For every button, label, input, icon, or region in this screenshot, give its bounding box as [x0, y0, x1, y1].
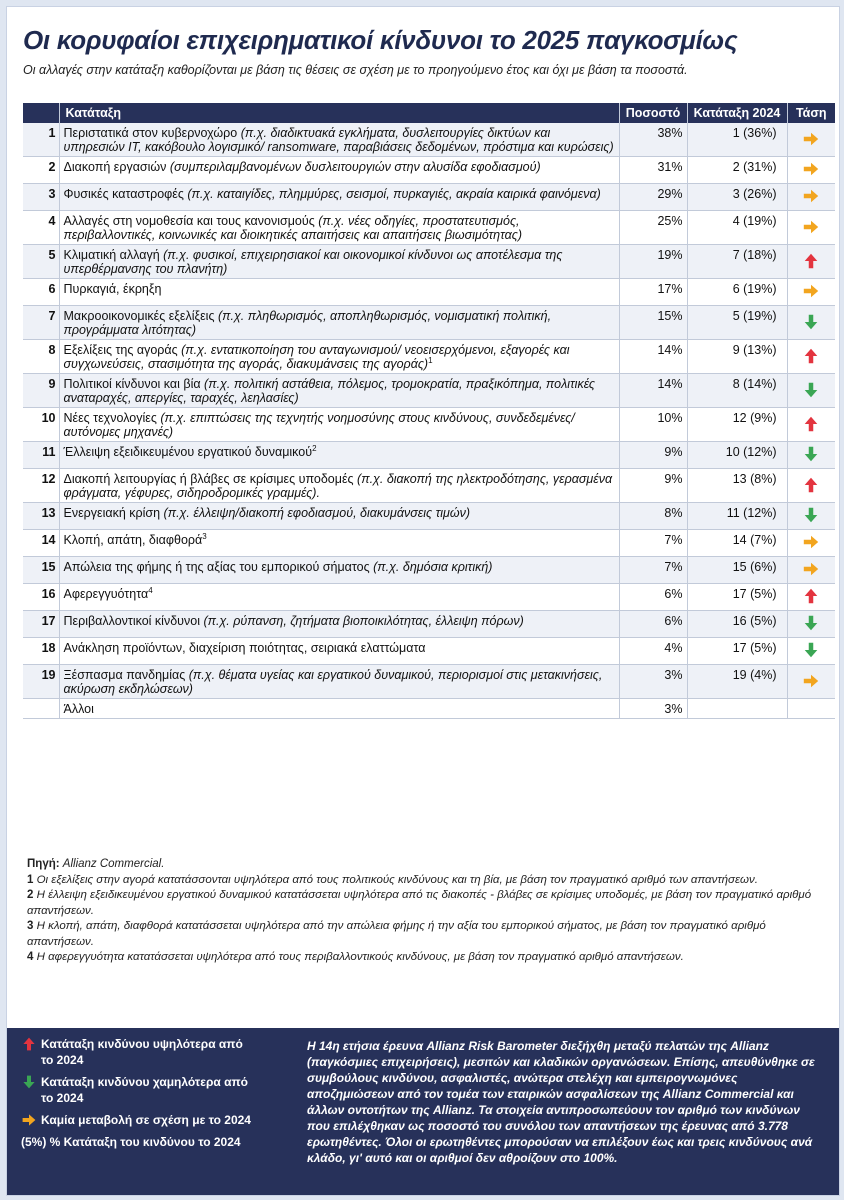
header-rank-2024: Κατάταξη 2024 [687, 103, 787, 123]
risk-name-cell [59, 157, 619, 184]
percent-cell: 14% [619, 340, 687, 374]
footer-panel [7, 1028, 839, 1195]
header-rank: Κατάταξη [59, 103, 619, 123]
arrow-up-icon [802, 252, 820, 270]
risk-name-cell [59, 374, 619, 408]
table-header [23, 103, 835, 123]
risk-name: Ενεργειακή κρίση [63, 506, 161, 520]
rank-2024-cell: 7 (18%) [687, 245, 787, 279]
table-row [23, 469, 835, 503]
arrow-up-icon [802, 415, 820, 433]
percent-cell: 29% [619, 184, 687, 211]
row-number: 12 [23, 469, 59, 503]
rank-2024-cell: 11 (12%) [687, 503, 787, 530]
arrow-down-icon [21, 1074, 37, 1090]
trend-cell [787, 374, 835, 408]
trend-cell [787, 530, 835, 557]
rank-2024-cell: 10 (12%) [687, 442, 787, 469]
legend-up-label: Κατάταξη κινδύνου υψηλότερα από το 2024 [41, 1037, 243, 1067]
rank-2024-cell: 5 (19%) [687, 306, 787, 340]
risk-detail: (π.χ. διακοπή της ηλεκτροδότησης, γερασμένα φράγματα, γέφυρες, σιδηροδρομικές γραμμές). [63, 472, 613, 500]
arrow-right-icon [802, 130, 820, 148]
risk-name: Έλλειψη εξειδικευμένου εργατικού δυναμικού [63, 445, 313, 459]
percent-cell: 15% [619, 306, 687, 340]
risk-name-cell [59, 442, 619, 469]
footnote-text: Η κλοπή, απάτη, διαφθορά κατατάσσεται υψηλότερα από την απώλεια φήμης ή την αξία του εμπορικού σήματος, με βάση τον πραγματικό αριθμό απαντήσεων. [27, 920, 766, 948]
arrow-right-icon [802, 218, 820, 236]
footnote-num: 3 [27, 920, 34, 932]
arrow-right-icon [802, 672, 820, 690]
rank-2024-cell: 12 (9%) [687, 408, 787, 442]
table-row [23, 123, 835, 157]
rank-2024-cell: 17 (5%) [687, 584, 787, 611]
risk-name: Νέες τεχνολογίες [63, 411, 157, 425]
table-row [23, 374, 835, 408]
row-number: 5 [23, 245, 59, 279]
trend-cell [787, 408, 835, 442]
rank-2024-cell: 17 (5%) [687, 638, 787, 665]
legend-pct-label: (5%) % Κατάταξη του κινδύνου το 2024 [21, 1135, 241, 1149]
table-row [23, 503, 835, 530]
trend-cell [787, 699, 835, 719]
risk-detail: (π.χ. πολιτική αστάθεια, πόλεμος, τρομοκρατία, πραξικόπημα, πολιτικές αναταραχές, απεργίες, ταραχές, λεηλασίες) [63, 377, 595, 405]
risk-detail: (π.χ. εντατικοποίηση του ανταγωνισμού/ νεοεισερχόμενοι, εξαγορές και συγχωνεύσεις, στασιμότητα της αγοράς, διακυμάνσεις της αγοράς) [63, 343, 570, 371]
row-number: 19 [23, 665, 59, 699]
source-text: Allianz Commercial. [59, 858, 165, 870]
risk-name-cell [59, 611, 619, 638]
arrow-down-icon [802, 381, 820, 399]
arrow-right-icon [802, 560, 820, 578]
table-row [23, 638, 835, 665]
legend [21, 1036, 291, 1156]
risk-name: Ανάκληση προϊόντων, διαχείριση ποιότητας, σειριακά ελαττώματα [63, 641, 426, 655]
risk-name-cell [59, 557, 619, 584]
footnote-text: Οι εξελίξεις στην αγορά κατατάσσονται υψηλότερα από τους πολιτικούς κινδύνους και τη βία, με βάση τον πραγματικό αριθμό των απαντήσεων. [33, 873, 758, 886]
risk-detail: (π.χ. δημόσια κριτική) [369, 560, 493, 574]
percent-cell: 4% [619, 638, 687, 665]
footnote-ref: 2 [312, 443, 317, 453]
table-row [23, 665, 835, 699]
row-number: 7 [23, 306, 59, 340]
table-row [23, 442, 835, 469]
rank-2024-cell: 2 (31%) [687, 157, 787, 184]
percent-cell: 7% [619, 557, 687, 584]
footnote-num: 1 [27, 873, 34, 886]
arrow-down-icon [802, 614, 820, 632]
percent-cell: 6% [619, 611, 687, 638]
page-title: Οι κορυφαίοι επιχειρηματικοί κίνδυνοι το 2025 παγκοσμίως [23, 25, 738, 55]
risk-detail: (π.χ. επιπτώσεις της τεχνητής νοημοσύνης στους κινδύνους, συνδεδεμένες/αυτόνομες μηχανές) [63, 411, 575, 439]
row-number: 2 [23, 157, 59, 184]
row-number [23, 699, 59, 719]
trend-cell [787, 557, 835, 584]
risk-name: Μακροοικονομικές εξελίξεις [63, 309, 215, 323]
footnote-text: Η αφερεγγυότητα κατατάσσεται υψηλότερα από τους περιβαλλοντικούς κινδύνους, με βάση τον πραγματικό αριθμό απαντήσεων. [33, 951, 684, 963]
row-number: 18 [23, 638, 59, 665]
percent-cell: 14% [619, 374, 687, 408]
table-row [23, 699, 835, 719]
infographic-page [6, 6, 840, 1196]
risk-name: Περιβαλλοντικοί κίνδυνοι [63, 614, 200, 628]
row-number: 15 [23, 557, 59, 584]
percent-cell: 6% [619, 584, 687, 611]
risk-detail: (π.χ. φυσικοί, επιχειρησιακοί και οικονομικοί κίνδυνοι ως αποτέλεσμα της υπερθέρμανσης του πλανήτη) [63, 248, 563, 276]
trend-cell [787, 157, 835, 184]
footnotes [27, 857, 827, 966]
row-number: 16 [23, 584, 59, 611]
risk-name-cell [59, 184, 619, 211]
arrow-down-icon [802, 313, 820, 331]
arrow-up-icon [21, 1036, 37, 1052]
risk-name: Πολιτικοί κίνδυνοι και βία [63, 377, 201, 391]
risk-name: Εξελίξεις της αγοράς [63, 343, 178, 357]
footnote-text: Η έλλειψη εξειδικευμένου εργατικού δυναμικού κατατάσσεται υψηλότερα από τις διακοπές - βλάβες σε κρίσιμες υποδομές, με βάση τον πραγματικό αριθμό απαντήσεων. [27, 889, 812, 917]
rank-2024-cell: 14 (7%) [687, 530, 787, 557]
rank-2024-cell: 4 (19%) [687, 211, 787, 245]
row-number: 11 [23, 442, 59, 469]
rank-2024-cell: 13 (8%) [687, 469, 787, 503]
risk-name: Κλοπή, απάτη, διαφθορά [63, 533, 203, 547]
percent-cell: 9% [619, 442, 687, 469]
arrow-up-icon [802, 476, 820, 494]
risk-detail: (π.χ. θέματα υγείας και εργατικού δυναμικού, περιορισμοί στις μετακινήσεις, ακύρωση εκδηλώσεων) [63, 668, 603, 696]
percent-cell: 7% [619, 530, 687, 557]
risk-name-cell [59, 638, 619, 665]
percent-cell: 3% [619, 699, 687, 719]
table-row [23, 306, 835, 340]
footnote-num: 4 [27, 951, 34, 963]
arrow-right-icon [21, 1112, 37, 1128]
table-row [23, 530, 835, 557]
risk-name-cell [59, 469, 619, 503]
risk-detail: (συμπεριλαμβανομένων δυσλειτουργιών στην αλυσίδα εφοδιασμού) [166, 160, 541, 174]
risk-name: Αλλαγές στη νομοθεσία και τους κανονισμούς [63, 214, 315, 228]
risk-name: Διακοπή εργασιών [63, 160, 167, 174]
trend-cell [787, 123, 835, 157]
arrow-right-icon [802, 282, 820, 300]
header-num [23, 103, 59, 123]
risk-name-cell [59, 503, 619, 530]
risk-name-cell [59, 665, 619, 699]
percent-cell: 3% [619, 665, 687, 699]
percent-cell: 31% [619, 157, 687, 184]
arrow-up-icon [802, 587, 820, 605]
legend-item-same [21, 1112, 291, 1128]
row-number: 6 [23, 279, 59, 306]
legend-same-label: Καμία μεταβολή σε σχέση με το 2024 [41, 1113, 251, 1127]
risk-name-cell [59, 584, 619, 611]
page-subtitle: Οι αλλαγές στην κατάταξη καθορίζονται με βάση τις θέσεις σε σχέση με το προηγούμενο έτος και όχι με βάση τα ποσοστά. [23, 63, 688, 77]
footnote-ref: 1 [428, 355, 433, 365]
header-percent: Ποσοστό [619, 103, 687, 123]
arrow-up-icon [802, 347, 820, 365]
risk-name-cell [59, 211, 619, 245]
header-trend: Τάση [787, 103, 835, 123]
row-number: 9 [23, 374, 59, 408]
survey-description: Η 14η ετήσια έρευνα Allianz Risk Barometer διεξήχθη μεταξύ πελατών της Allianz (παγκόσμιες επιχειρήσεις), μεσιτών και κλαδικών οργανώσεων. Επίσης, απευθύνθηκε σε συμβούλους κινδύνου, ασφαλιστές, ανώτερα στελέχη και εμπειρογνωμόνες αποζημιώσεων από τον τομέα των εταιρικών ασφαλίσεων της Allianz Commercial και άλλων οντοτήτων της Allianz. Τα στοιχεία αντιπροσωπεύουν τον αριθμό των κινδύνων που επιλέχθηκαν ως ποσοστό του συνόλου των απαντήσεων της έρευνας από 3.778 ερωτηθέντες. Όλοι οι ερωτηθέντες μπορούσαν να επιλέξουν έως και τρεις κινδύνους ανά κλάδο, γι' αυτό και οι αριθμοί δεν αθροίζουν στο 100%. [307, 1039, 815, 1165]
rank-2024-cell: 8 (14%) [687, 374, 787, 408]
risk-detail: (π.χ. νέες οδηγίες, προστατευτισμός, περιβαλλοντικές, κοινωνικές και διοικητικές απαιτήσεις και απαιτήσεις βιωσιμότητας) [63, 214, 522, 242]
risk-name: Κλιματική αλλαγή [63, 248, 160, 262]
table-row [23, 157, 835, 184]
trend-cell [787, 584, 835, 611]
footnote-num: 2 [27, 889, 34, 901]
source-label: Πηγή: [27, 858, 60, 870]
risk-detail: (π.χ. έλλειψη/διακοπή εφοδιασμού, διακυμάνσεις τιμών) [160, 506, 471, 520]
row-number: 17 [23, 611, 59, 638]
rank-2024-cell [687, 699, 787, 719]
percent-cell: 19% [619, 245, 687, 279]
risk-name: Περιστατικά στον κυβερνοχώρο [63, 126, 238, 140]
trend-cell [787, 306, 835, 340]
risk-name-cell [59, 279, 619, 306]
footnote-ref: 3 [202, 531, 207, 541]
trend-cell [787, 340, 835, 374]
legend-item-pct [21, 1134, 291, 1150]
percent-cell: 8% [619, 503, 687, 530]
trend-cell [787, 469, 835, 503]
arrow-right-icon [802, 533, 820, 551]
footnote-ref: 4 [148, 585, 153, 595]
risk-detail: (π.χ. πληθωρισμός, αποπληθωρισμός, νομισματική πολιτική, προγράμματα λιτότητας) [63, 309, 552, 337]
rank-2024-cell: 3 (26%) [687, 184, 787, 211]
table-row [23, 584, 835, 611]
risk-name: Φυσικές καταστροφές [63, 187, 184, 201]
row-number: 14 [23, 530, 59, 557]
trend-cell [787, 245, 835, 279]
risk-name-cell [59, 530, 619, 557]
trend-cell [787, 665, 835, 699]
trend-cell [787, 211, 835, 245]
row-number: 8 [23, 340, 59, 374]
arrow-right-icon [802, 187, 820, 205]
risk-name: Απώλεια της φήμης ή της αξίας του εμπορικού σήματος [63, 560, 370, 574]
table-row [23, 408, 835, 442]
arrow-right-icon [802, 160, 820, 178]
percent-cell: 25% [619, 211, 687, 245]
table-row [23, 557, 835, 584]
table-row [23, 245, 835, 279]
table-row [23, 340, 835, 374]
trend-cell [787, 611, 835, 638]
trend-cell [787, 638, 835, 665]
row-number: 3 [23, 184, 59, 211]
legend-item-up [21, 1036, 291, 1068]
trend-cell [787, 442, 835, 469]
legend-down-label: Κατάταξη κινδύνου χαμηλότερα από το 2024 [41, 1075, 248, 1105]
risk-name-cell [59, 699, 619, 719]
risk-name-cell [59, 123, 619, 157]
risk-name: Διακοπή λειτουργίας ή βλάβες σε κρίσιμες υποδομές [63, 472, 354, 486]
risk-name: Ξέσπασμα πανδημίας [63, 668, 186, 682]
risk-name-cell [59, 340, 619, 374]
table-row [23, 211, 835, 245]
table-row [23, 611, 835, 638]
risk-name-cell [59, 408, 619, 442]
percent-cell: 17% [619, 279, 687, 306]
percent-cell: 9% [619, 469, 687, 503]
risk-name: Άλλοι [63, 702, 94, 716]
risk-detail: (π.χ. διαδικτυακά εγκλήματα, δυσλειτουργίες δικτύων και υπηρεσιών IT, κακόβουλο λογισμικό/ ransomware, παραβιάσεις δεδομένων, πρόστιμα και κυρώσεις) [63, 126, 614, 154]
rank-2024-cell: 1 (36%) [687, 123, 787, 157]
risk-name-cell [59, 306, 619, 340]
risk-table [23, 103, 835, 719]
trend-cell [787, 279, 835, 306]
risk-detail: (π.χ. ρύπανση, ζητήματα βιοποικιλότητας, έλλειψη πόρων) [199, 614, 524, 628]
arrow-down-icon [802, 506, 820, 524]
table-row [23, 184, 835, 211]
rank-2024-cell: 6 (19%) [687, 279, 787, 306]
risk-name: Αφερεγγυότητα [63, 587, 149, 601]
rank-2024-cell: 9 (13%) [687, 340, 787, 374]
rank-2024-cell: 15 (6%) [687, 557, 787, 584]
table-row [23, 279, 835, 306]
percent-cell: 10% [619, 408, 687, 442]
legend-item-down [21, 1074, 291, 1106]
risk-name-cell [59, 245, 619, 279]
arrow-down-icon [802, 641, 820, 659]
rank-2024-cell: 19 (4%) [687, 665, 787, 699]
trend-cell [787, 503, 835, 530]
row-number: 10 [23, 408, 59, 442]
arrow-down-icon [802, 445, 820, 463]
row-number: 1 [23, 123, 59, 157]
risk-name: Πυρκαγιά, έκρηξη [63, 282, 162, 296]
percent-cell: 38% [619, 123, 687, 157]
row-number: 13 [23, 503, 59, 530]
rank-2024-cell: 16 (5%) [687, 611, 787, 638]
row-number: 4 [23, 211, 59, 245]
trend-cell [787, 184, 835, 211]
risk-detail: (π.χ. καταιγίδες, πλημμύρες, σεισμοί, πυρκαγιές, ακραία καιρικά φαινόμενα) [183, 187, 601, 201]
